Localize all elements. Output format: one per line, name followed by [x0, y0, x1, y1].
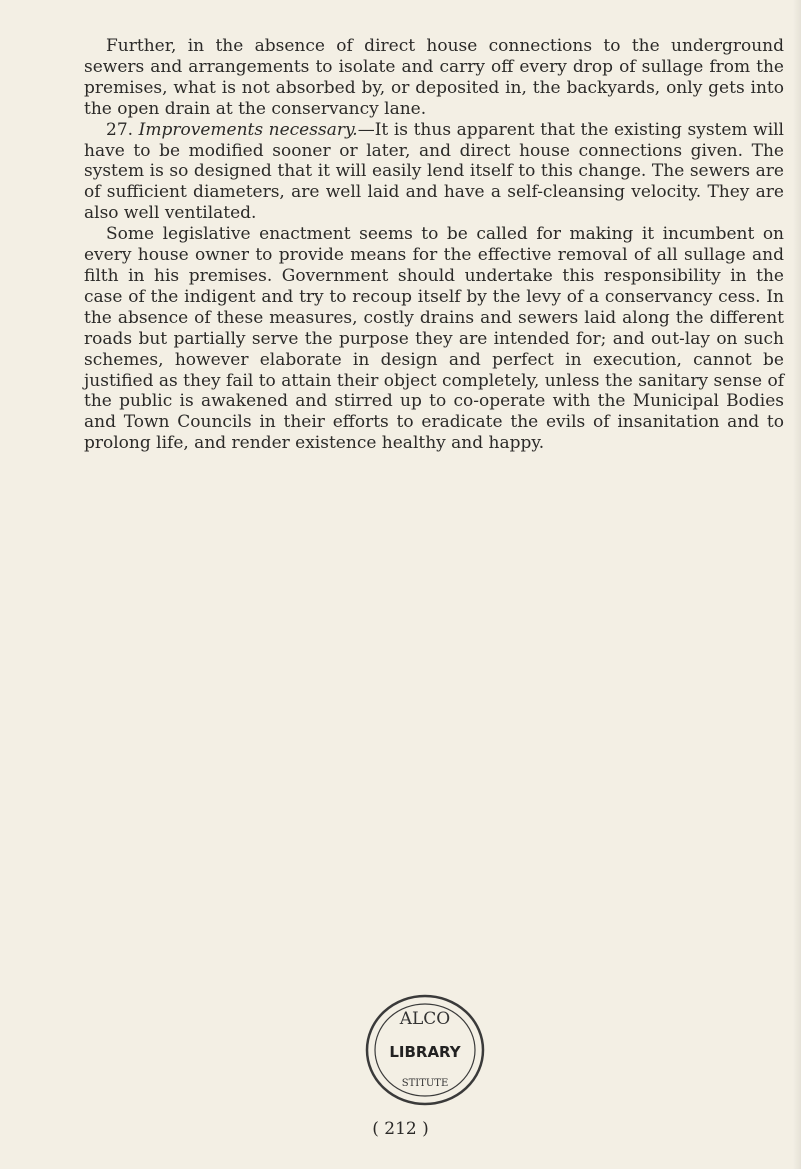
library-stamp [360, 990, 490, 1110]
section-heading: Improvements necessary. [138, 119, 358, 140]
stamp-center-text: LIBRARY [389, 1043, 461, 1061]
paragraph-3: Some legislative enactment seems to be called for making it incumbent on every house owner to provide means for the effective removal of all sullage and filth in his premises. Government should undertake this responsibility in the case of the indigent and try to recoup itself by the levy of a conservancy cess. In the absence of these measures, costly drains and sewers laid along the different roads but partially serve the purpose they are intended for; and out-lay on such schemes, however elaborate in design and perfect in execution, cannot be justified as they fail to attain their object completely, unless the sanitary sense of the public is awakened and stirred up to co-operate with the Municipal Bodies and Town Councils in their efforts to eradicate the evils of insanitation and to prolong life, and render existence healthy and happy. [84, 224, 784, 454]
paragraph-1: Further, in the absence of direct house connections to the underground sewers and arrangements to isolate and carry off every drop of sullage from the premises, what is not absorbed by, or deposited in, the backyards, only gets into the open drain at the conservancy lane. [84, 36, 784, 119]
section-number: 27. [106, 119, 134, 140]
stamp-top-text: ALCO [399, 1009, 451, 1029]
section-body: —It is thus apparent that the existing system will have to be modified sooner or later, and direct house connections given. The system is so designed that it will easily lend itself to this change. The sewers are of sufficient diameters, are well laid and have a self-cleansing velocity. They are also well ventilated. [84, 119, 784, 224]
paragraph-27 [84, 120, 784, 225]
page-number: ( 212 ) [372, 1119, 429, 1139]
page-edge-shadow [793, 0, 801, 1169]
body-text [84, 36, 784, 454]
stamp-bottom-text: STITUTE [401, 1078, 449, 1089]
